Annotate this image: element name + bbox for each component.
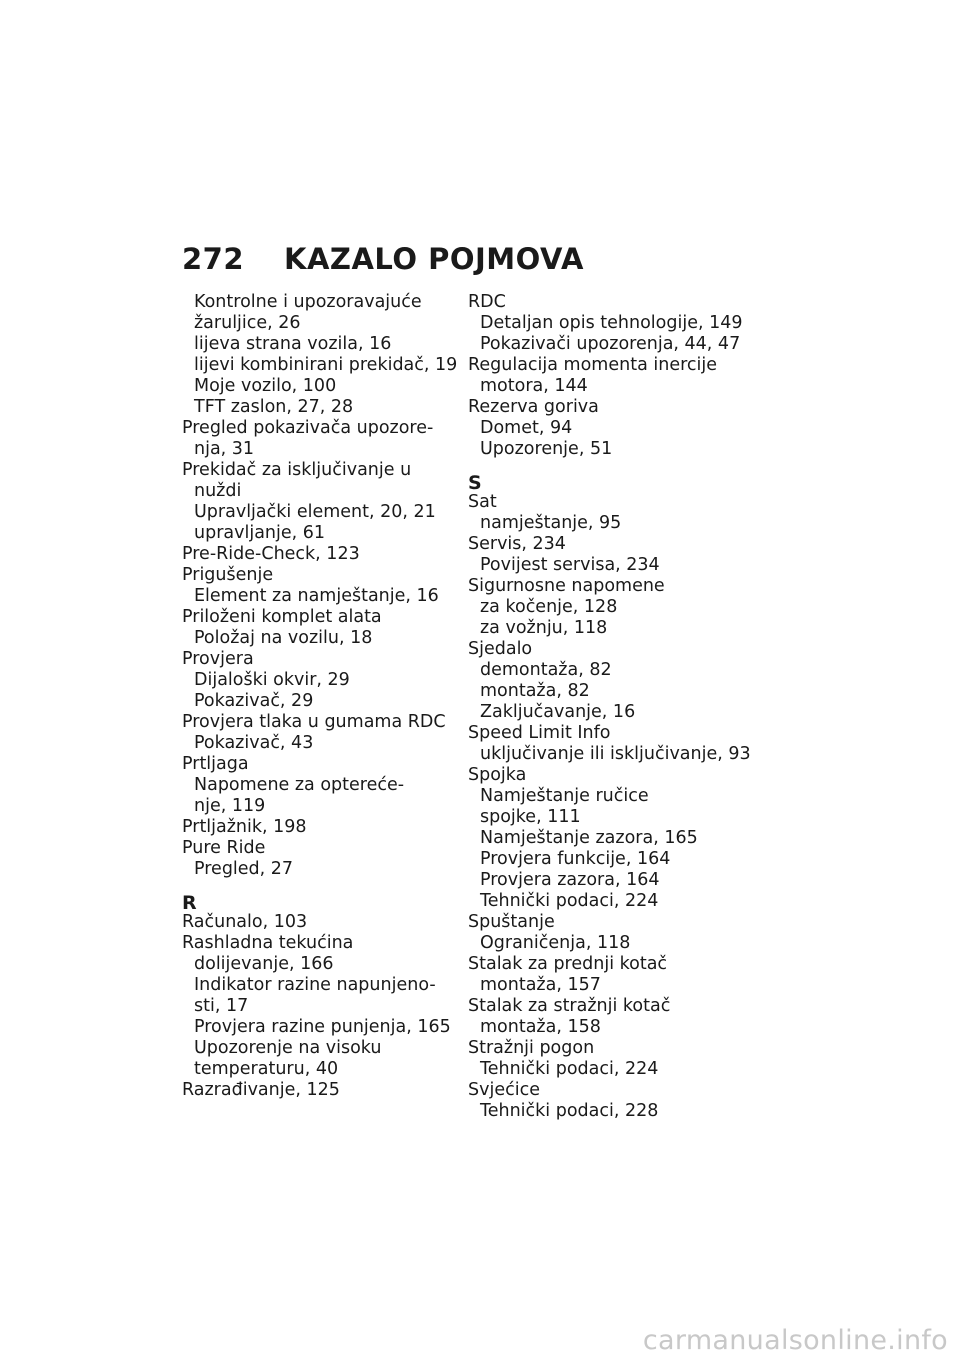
index-section-letter: S [468, 472, 482, 494]
index-entry: Stražnji pogon [468, 1038, 595, 1058]
index-subentry: dolijevanje, 166 [194, 954, 334, 974]
index-subentry: Napomene za optereće- [194, 775, 405, 795]
index-subentry: Domet, 94 [480, 418, 573, 438]
index-subentry: Detaljan opis tehnologije, 149 [480, 313, 743, 333]
index-entry: Sat [468, 492, 497, 512]
index-entry-continuation: sti, 17 [194, 996, 249, 1016]
index-subentry: Indikator razine napunjeno- [194, 975, 436, 995]
index-subentry: Pokazivač, 43 [194, 733, 314, 753]
index-columns [182, 292, 751, 1122]
index-entry-continuation: spojke, 111 [480, 807, 581, 827]
index-subentry: Moje vozilo, 100 [194, 376, 337, 396]
index-entry: Prekidač za isključivanje u [182, 460, 412, 480]
index-entry: Računalo, 103 [182, 912, 308, 932]
index-entry-continuation: nja, 31 [194, 439, 255, 459]
index-entry-continuation: nuždi [194, 481, 242, 501]
index-subentry: montaža, 158 [480, 1017, 601, 1037]
index-subentry: Pokazivači upozorenja, 44, 47 [480, 334, 741, 354]
index-entry: Svjećice [468, 1080, 540, 1100]
index-subentry: TFT zaslon, 27, 28 [194, 397, 354, 417]
index-entry-continuation: temperaturu, 40 [194, 1059, 339, 1079]
index-subentry: lijeva strana vozila, 16 [194, 334, 392, 354]
index-entry-continuation: Kontrolne i upozoravajuće [194, 292, 422, 312]
index-entry: Pre-Ride-Check, 123 [182, 544, 360, 564]
index-subentry: Tehnički podaci, 224 [480, 891, 659, 911]
index-section-letter: R [182, 892, 197, 914]
index-entry: Prtljažnik, 198 [182, 817, 307, 837]
index-entry: Rashladna tekućina [182, 933, 354, 953]
index-subentry: Ograničenja, 118 [480, 933, 631, 953]
index-subentry: Pregled, 27 [194, 859, 294, 879]
index-subentry: montaža, 157 [480, 975, 601, 995]
index-entry: Sjedalo [468, 639, 533, 659]
index-entry-continuation: žaruljice, 26 [194, 313, 301, 333]
index-subentry: Upozorenje, 51 [480, 439, 613, 459]
index-subentry: Element za namještanje, 16 [194, 586, 439, 606]
index-subentry: Položaj na vozilu, 18 [194, 628, 373, 648]
index-subentry: namještanje, 95 [480, 513, 622, 533]
index-subentry: Dijaloški okvir, 29 [194, 670, 350, 690]
index-entry: Pure Ride [182, 838, 266, 858]
index-entry: Provjera [182, 649, 254, 669]
index-entry: Spojka [468, 765, 527, 785]
index-subentry: Zaključavanje, 16 [480, 702, 636, 722]
index-subentry: Povijest servisa, 234 [480, 555, 660, 575]
watermark-text[interactable]: carmanualsonline.info [642, 1325, 948, 1356]
index-entry: Pregled pokazivača upozore- [182, 418, 434, 438]
index-entry: Rezerva goriva [468, 397, 599, 417]
index-subentry: uključivanje ili isključivanje, 93 [480, 744, 751, 764]
index-entry: Priloženi komplet alata [182, 607, 382, 627]
page-title: KAZALO POJMOVA [284, 242, 584, 276]
index-subentry: montaža, 82 [480, 681, 590, 701]
index-subentry: Tehnički podaci, 224 [480, 1059, 659, 1079]
index-subentry: demontaža, 82 [480, 660, 612, 680]
index-subentry: Provjera razine punjenja, 165 [194, 1017, 451, 1037]
index-subentry: za kočenje, 128 [480, 597, 618, 617]
index-subentry: za vožnju, 118 [480, 618, 608, 638]
index-entry: Provjera tlaka u gumama RDC [182, 712, 446, 732]
index-subentry: Provjera zazora, 164 [480, 870, 660, 890]
index-entry: Regulacija momenta inercije [468, 355, 718, 375]
index-subentry: Provjera funkcije, 164 [480, 849, 671, 869]
index-entry: Prtljaga [182, 754, 249, 774]
index-subentry: lijevi kombinirani prekidač, 19 [194, 355, 458, 375]
index-entry: Prigušenje [182, 565, 274, 585]
index-entry: Servis, 234 [468, 534, 566, 554]
index-entry: Stalak za stražnji kotač [468, 996, 671, 1016]
index-entry: RDC [468, 292, 506, 312]
index-subentry: Tehnički podaci, 228 [480, 1101, 659, 1121]
index-entry: Spuštanje [468, 912, 555, 932]
index-entry-continuation: nje, 119 [194, 796, 266, 816]
index-entry: Stalak za prednji kotač [468, 954, 668, 974]
index-subentry: Namještanje ručice [480, 786, 649, 806]
index-column-right [468, 292, 751, 1122]
index-entry: Speed Limit Info [468, 723, 611, 743]
index-subentry: upravljanje, 61 [194, 523, 326, 543]
index-entry-continuation: motora, 144 [480, 376, 588, 396]
page-number: 272 [182, 242, 245, 276]
index-entry: Sigurnosne napomene [468, 576, 665, 596]
index-column-left [182, 292, 468, 1122]
index-subentry: Upravljački element, 20, 21 [194, 502, 436, 522]
index-entry: Razrađivanje, 125 [182, 1080, 340, 1100]
index-subentry: Namještanje zazora, 165 [480, 828, 698, 848]
page-header [182, 242, 584, 276]
index-subentry: Pokazivač, 29 [194, 691, 314, 711]
index-subentry: Upozorenje na visoku [194, 1038, 382, 1058]
